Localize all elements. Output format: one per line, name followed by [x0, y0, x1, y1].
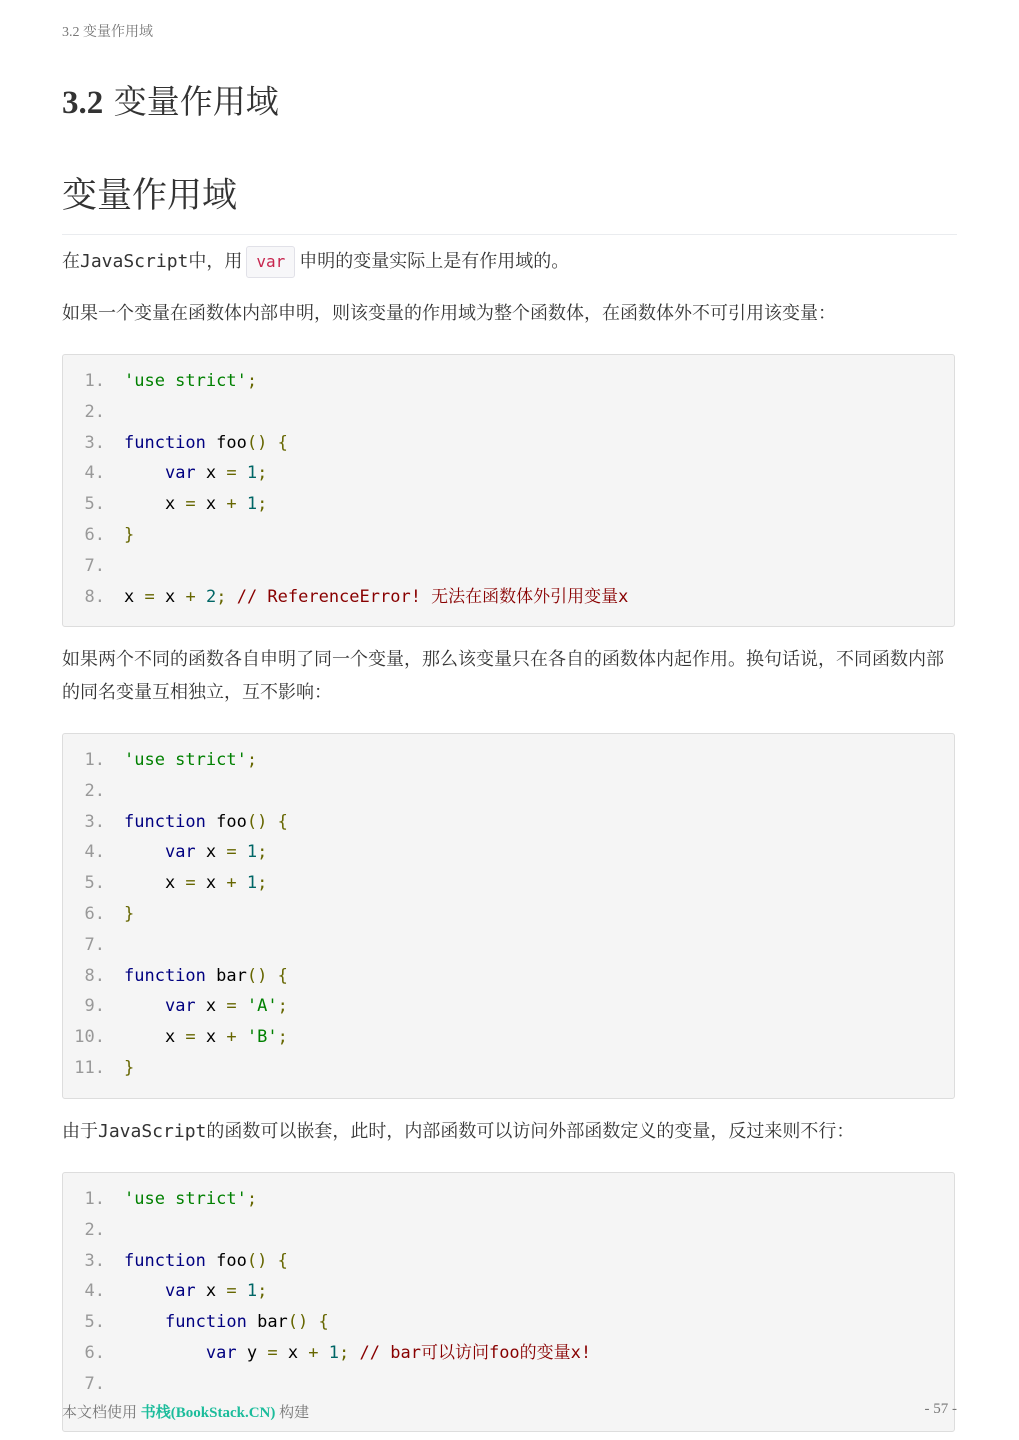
code-token: } [124, 524, 135, 545]
code-token [237, 873, 247, 893]
code-line [63, 899, 954, 930]
code-block-1 [62, 354, 955, 627]
line-number: 5. [84, 873, 105, 894]
code-token: foo [205, 1250, 247, 1271]
code-token: () [246, 1250, 268, 1271]
code-line [63, 428, 954, 459]
line-code [105, 1246, 288, 1277]
code-token: y [236, 1342, 268, 1363]
code-token: x [195, 873, 227, 894]
code-token: } [124, 1057, 135, 1078]
code-token: ; [246, 1189, 258, 1209]
paragraph-2: 如果一个变量在函数体内部申明，则该变量的作用域为整个函数体，在函数体外不可引用该变量： [62, 303, 836, 324]
code-token: var [164, 463, 196, 484]
line-code [105, 1276, 267, 1307]
line-number: 1. [84, 371, 105, 391]
line-code [105, 489, 267, 520]
code-block-2 [62, 733, 955, 1099]
code-token: 'B' [246, 1027, 278, 1048]
line-number: 6. [84, 1342, 105, 1363]
code-token [237, 463, 247, 483]
code-token: ; [257, 842, 268, 863]
code-line [63, 458, 954, 489]
footer-credit [62, 1401, 309, 1422]
paragraph-4 [62, 1115, 957, 1148]
code-token [226, 587, 236, 607]
line-number: 7. [84, 555, 105, 576]
code-token: ; [246, 371, 258, 391]
line-code [105, 1307, 329, 1338]
line-number: 11. [74, 1057, 105, 1078]
line-code [105, 899, 134, 930]
line-number: 2. [84, 1219, 105, 1240]
code-token: function [124, 811, 206, 832]
code-token: var [164, 1281, 196, 1302]
code-token: = [226, 996, 237, 1017]
code-token: = [226, 1281, 237, 1302]
page-number: - 57 - [924, 1401, 957, 1417]
footer-prefix: 本文档使用 [62, 1405, 141, 1421]
code-line [63, 1276, 954, 1307]
code-token: { [277, 811, 288, 832]
code-token: + [308, 1342, 319, 1363]
code-token: ; [277, 1027, 288, 1048]
page-title [62, 76, 279, 123]
code-token: ; [339, 1342, 350, 1363]
code-token: + [226, 1027, 237, 1048]
code-token: ; [216, 586, 227, 607]
code-token: 'A' [246, 996, 278, 1017]
code-token: function [124, 965, 206, 986]
line-code [105, 551, 124, 582]
running-header: 3.2 变量作用域 [62, 25, 153, 40]
footer-brand-link[interactable]: 书栈(BookStack.CN) [140, 1405, 276, 1421]
code-line [63, 551, 954, 582]
code-token: { [277, 965, 288, 986]
section-title: 变量作用域 [62, 168, 957, 235]
code-token: 1 [246, 873, 258, 894]
code-token: = [185, 873, 196, 894]
line-code [105, 1022, 288, 1053]
footer-suffix: 构建 [275, 1405, 310, 1421]
code-token [124, 996, 165, 1016]
line-code [105, 776, 124, 807]
line-code [105, 837, 267, 868]
code-line [63, 868, 954, 899]
line-number: 3. [84, 811, 105, 832]
code-token: x [195, 463, 227, 484]
line-code [105, 366, 257, 397]
code-line [63, 1215, 954, 1246]
line-number: 5. [84, 494, 105, 515]
line-code [105, 520, 134, 551]
code-token [237, 1281, 247, 1301]
code-token: ; [277, 996, 288, 1017]
code-token: 1 [246, 494, 258, 515]
code-token: ; [257, 463, 268, 484]
code-token: 1 [328, 1342, 340, 1363]
code-token: 'use strict' [124, 371, 247, 391]
code-token: = [185, 1027, 196, 1048]
code-line [63, 1307, 954, 1338]
code-token: ; [257, 1281, 268, 1302]
line-number: 10. [74, 1027, 105, 1048]
code-token: var [164, 996, 196, 1017]
line-code [105, 868, 267, 899]
code-token [124, 1281, 165, 1301]
code-token [237, 842, 247, 862]
code-token: () [246, 965, 268, 986]
code-token: function [124, 1250, 206, 1271]
code-token: x [124, 1027, 186, 1048]
code-line [63, 745, 954, 776]
line-code [105, 1184, 257, 1215]
code-token: 1 [246, 463, 258, 484]
line-number: 6. [84, 903, 105, 924]
code-token [124, 1312, 165, 1332]
line-number: 4. [84, 1281, 105, 1302]
code-line [63, 991, 954, 1022]
code-token [349, 1343, 359, 1363]
line-number: 2. [84, 401, 105, 422]
code-token: + [226, 873, 237, 894]
code-token: x [195, 1027, 227, 1048]
line-code [105, 458, 267, 489]
code-token: foo [205, 432, 247, 453]
code-token: 1 [246, 842, 258, 863]
code-line [63, 961, 954, 992]
paragraph-1-text: 在 [62, 251, 80, 272]
code-block-3 [62, 1172, 955, 1432]
code-line [63, 582, 954, 613]
code-token [319, 1343, 329, 1363]
code-token [124, 1343, 206, 1363]
code-line [63, 366, 954, 397]
code-token: + [185, 586, 196, 607]
code-line [63, 1053, 954, 1084]
paragraph-1-text-end: 申明的变量实际上是有作用域的。 [299, 251, 570, 272]
code-token [124, 463, 165, 483]
code-line [63, 1369, 954, 1400]
paragraph-1 [62, 245, 957, 278]
code-token: x [195, 842, 227, 863]
line-number: 8. [84, 586, 105, 607]
code-line [63, 1184, 954, 1215]
code-token: 2 [205, 586, 217, 607]
code-token: 'use strict' [124, 1189, 247, 1209]
paragraph-1-js: JavaScript [80, 251, 189, 272]
code-token: x [124, 586, 145, 607]
code-token: // bar可以访问foo的变量x! [359, 1342, 592, 1363]
line-code [105, 1215, 124, 1246]
line-code [105, 745, 257, 776]
line-code [105, 961, 288, 992]
code-token [267, 1251, 277, 1271]
code-line [63, 837, 954, 868]
code-token: () [246, 811, 268, 832]
code-token: () [246, 432, 268, 453]
code-token: = [267, 1342, 278, 1363]
paragraph-4-js: JavaScript [98, 1121, 207, 1142]
code-token: = [226, 842, 237, 863]
code-token: ; [246, 750, 258, 770]
code-line [63, 1022, 954, 1053]
code-token [308, 1312, 318, 1332]
code-line [63, 520, 954, 551]
line-number: 7. [84, 934, 105, 955]
line-code [105, 428, 288, 459]
line-code [105, 1369, 124, 1400]
code-token: + [226, 494, 237, 515]
line-number: 9. [84, 996, 105, 1017]
line-code [105, 991, 288, 1022]
paragraph-1-text-mid: 中，用 [188, 251, 243, 272]
line-code [105, 930, 124, 961]
code-token [267, 433, 277, 453]
code-token [237, 996, 247, 1016]
page-title-number: 3.2 [62, 85, 104, 121]
line-number: 3. [84, 432, 105, 453]
line-number: 3. [84, 1250, 105, 1271]
code-token: { [277, 1250, 288, 1271]
code-token: () [287, 1312, 309, 1333]
code-line [63, 930, 954, 961]
code-token: = [144, 586, 155, 607]
paragraph-4-text-end: 的函数可以嵌套，此时，内部函数可以访问外部函数定义的变量，反过来则不行： [206, 1121, 855, 1142]
code-line [63, 489, 954, 520]
line-code [105, 397, 124, 428]
code-token: bar [205, 965, 247, 986]
code-token: x [195, 1281, 227, 1302]
code-token: x [277, 1342, 309, 1363]
code-token: function [124, 432, 206, 453]
code-line [63, 776, 954, 807]
code-token: } [124, 903, 135, 924]
line-code [105, 1338, 591, 1369]
code-token: 1 [246, 1281, 258, 1302]
code-line [63, 807, 954, 838]
line-number: 1. [84, 1189, 105, 1209]
code-token: x [154, 586, 186, 607]
line-code [105, 582, 628, 613]
code-token: var [164, 842, 196, 863]
inline-code-var: var [246, 246, 295, 278]
line-number: 4. [84, 463, 105, 484]
code-token [237, 1027, 247, 1047]
line-number: 8. [84, 965, 105, 986]
code-token: = [185, 494, 196, 515]
code-token [124, 842, 165, 862]
line-number: 7. [84, 1373, 105, 1394]
code-token [267, 966, 277, 986]
code-token: var [205, 1342, 237, 1363]
code-token [196, 587, 206, 607]
code-line [63, 1246, 954, 1277]
line-number: 4. [84, 842, 105, 863]
code-token: foo [205, 811, 247, 832]
line-number: 2. [84, 780, 105, 801]
code-token: 'use strict' [124, 750, 247, 770]
line-code [105, 807, 288, 838]
line-number: 6. [84, 524, 105, 545]
code-token: function [164, 1312, 247, 1333]
code-token: = [226, 463, 237, 484]
code-token: x [195, 996, 227, 1017]
line-number: 1. [84, 750, 105, 770]
code-token: { [277, 432, 288, 453]
code-token: ; [257, 873, 268, 894]
paragraph-3: 如果两个不同的函数各自申明了同一个变量，那么该变量只在各自的函数体内起作用。换句话说，不同函数内部的同名变量互相独立，互不影响： [62, 649, 944, 703]
page-title-text: 变量作用域 [103, 82, 279, 121]
code-token: x [195, 494, 227, 515]
code-token [237, 494, 247, 514]
line-code [105, 1053, 134, 1084]
code-token: ; [257, 494, 268, 515]
code-token: // ReferenceError! 无法在函数体外引用变量x [236, 586, 629, 607]
paragraph-4-text: 由于 [62, 1121, 98, 1142]
code-token [267, 812, 277, 832]
code-line [63, 1338, 954, 1369]
code-token: { [318, 1312, 329, 1333]
code-line [63, 397, 954, 428]
code-token: x [124, 873, 186, 894]
code-token: bar [246, 1312, 288, 1333]
line-number: 5. [84, 1312, 105, 1333]
code-token: x [124, 494, 186, 515]
